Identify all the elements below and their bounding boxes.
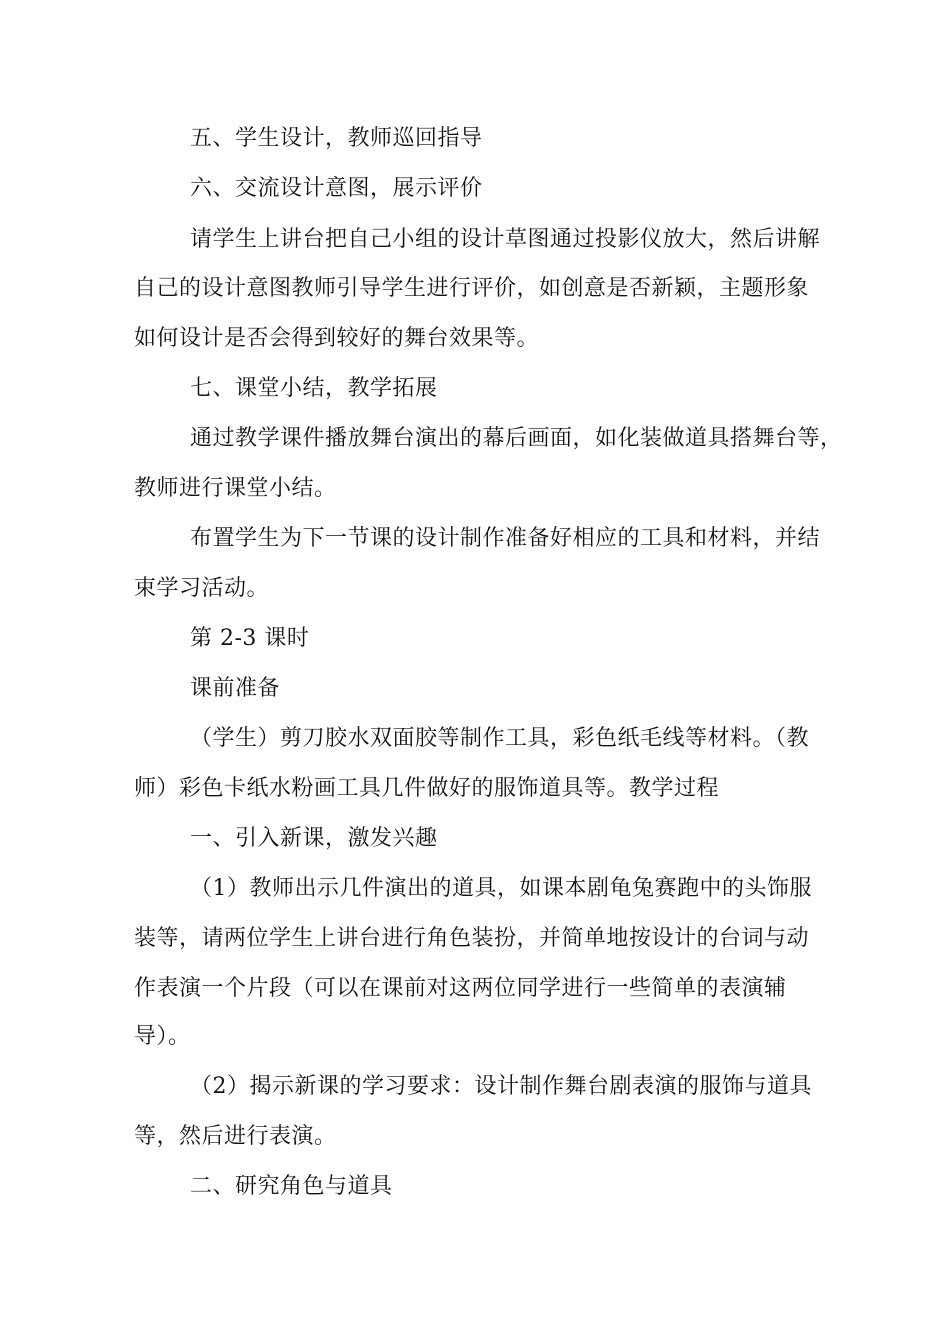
lesson-period-heading: 第 2-3 课时 — [190, 626, 310, 651]
paragraph-line: （学生）剪刀胶水双面胶等制作工具，彩色纸毛线等材料。（教 — [190, 726, 810, 751]
paragraph-line: （2）揭示新课的学习要求：设计制作舞台剧表演的服饰与道具 — [190, 1074, 812, 1099]
heading-step-5: 五、学生设计，教师巡回指导 — [190, 126, 483, 151]
paragraph-line: 教师进行课堂小结。 — [134, 476, 337, 501]
preparation-heading: 课前准备 — [190, 676, 281, 701]
heading-step-2: 二、研究角色与道具 — [190, 1174, 393, 1199]
paragraph-line: 作表演一个片段（可以在课前对这两位同学进行一些简单的表演辅 — [134, 976, 787, 1001]
paragraph-line: 师）彩色卡纸水粉画工具几件做好的服饰道具等。教学过程 — [134, 776, 720, 801]
paragraph-line: 等，然后进行表演。 — [134, 1124, 337, 1149]
paragraph-line: 请学生上讲台把自己小组的设计草图通过投影仪放大，然后讲解 — [190, 227, 821, 252]
paragraph-line: 通过教学课件播放舞台演出的幕后画面，如化装做道具搭舞台等， — [190, 426, 843, 451]
paragraph-line: 如何设计是否会得到较好的舞台效果等。 — [134, 326, 540, 351]
paragraph-line: 导）。 — [134, 1024, 191, 1049]
paragraph-line: （1）教师出示几件演出的道具，如课本剧龟兔赛跑中的头饰服 — [190, 876, 812, 901]
heading-step-1: 一、引入新课，激发兴趣 — [190, 826, 438, 851]
heading-step-7: 七、课堂小结，教学拓展 — [190, 376, 438, 401]
paragraph-line: 束学习活动。 — [134, 576, 270, 601]
paragraph-line: 装等，请两位学生上讲台进行角色装扮，并简单地按设计的台词与动 — [134, 926, 810, 951]
paragraph-line: 布置学生为下一节课的设计制作准备好相应的工具和材料，并结 — [190, 526, 821, 551]
heading-step-6: 六、交流设计意图，展示评价 — [190, 176, 483, 201]
paragraph-line: 自己的设计意图教师引导学生进行评价，如创意是否新颖，主题形象 — [134, 276, 810, 301]
